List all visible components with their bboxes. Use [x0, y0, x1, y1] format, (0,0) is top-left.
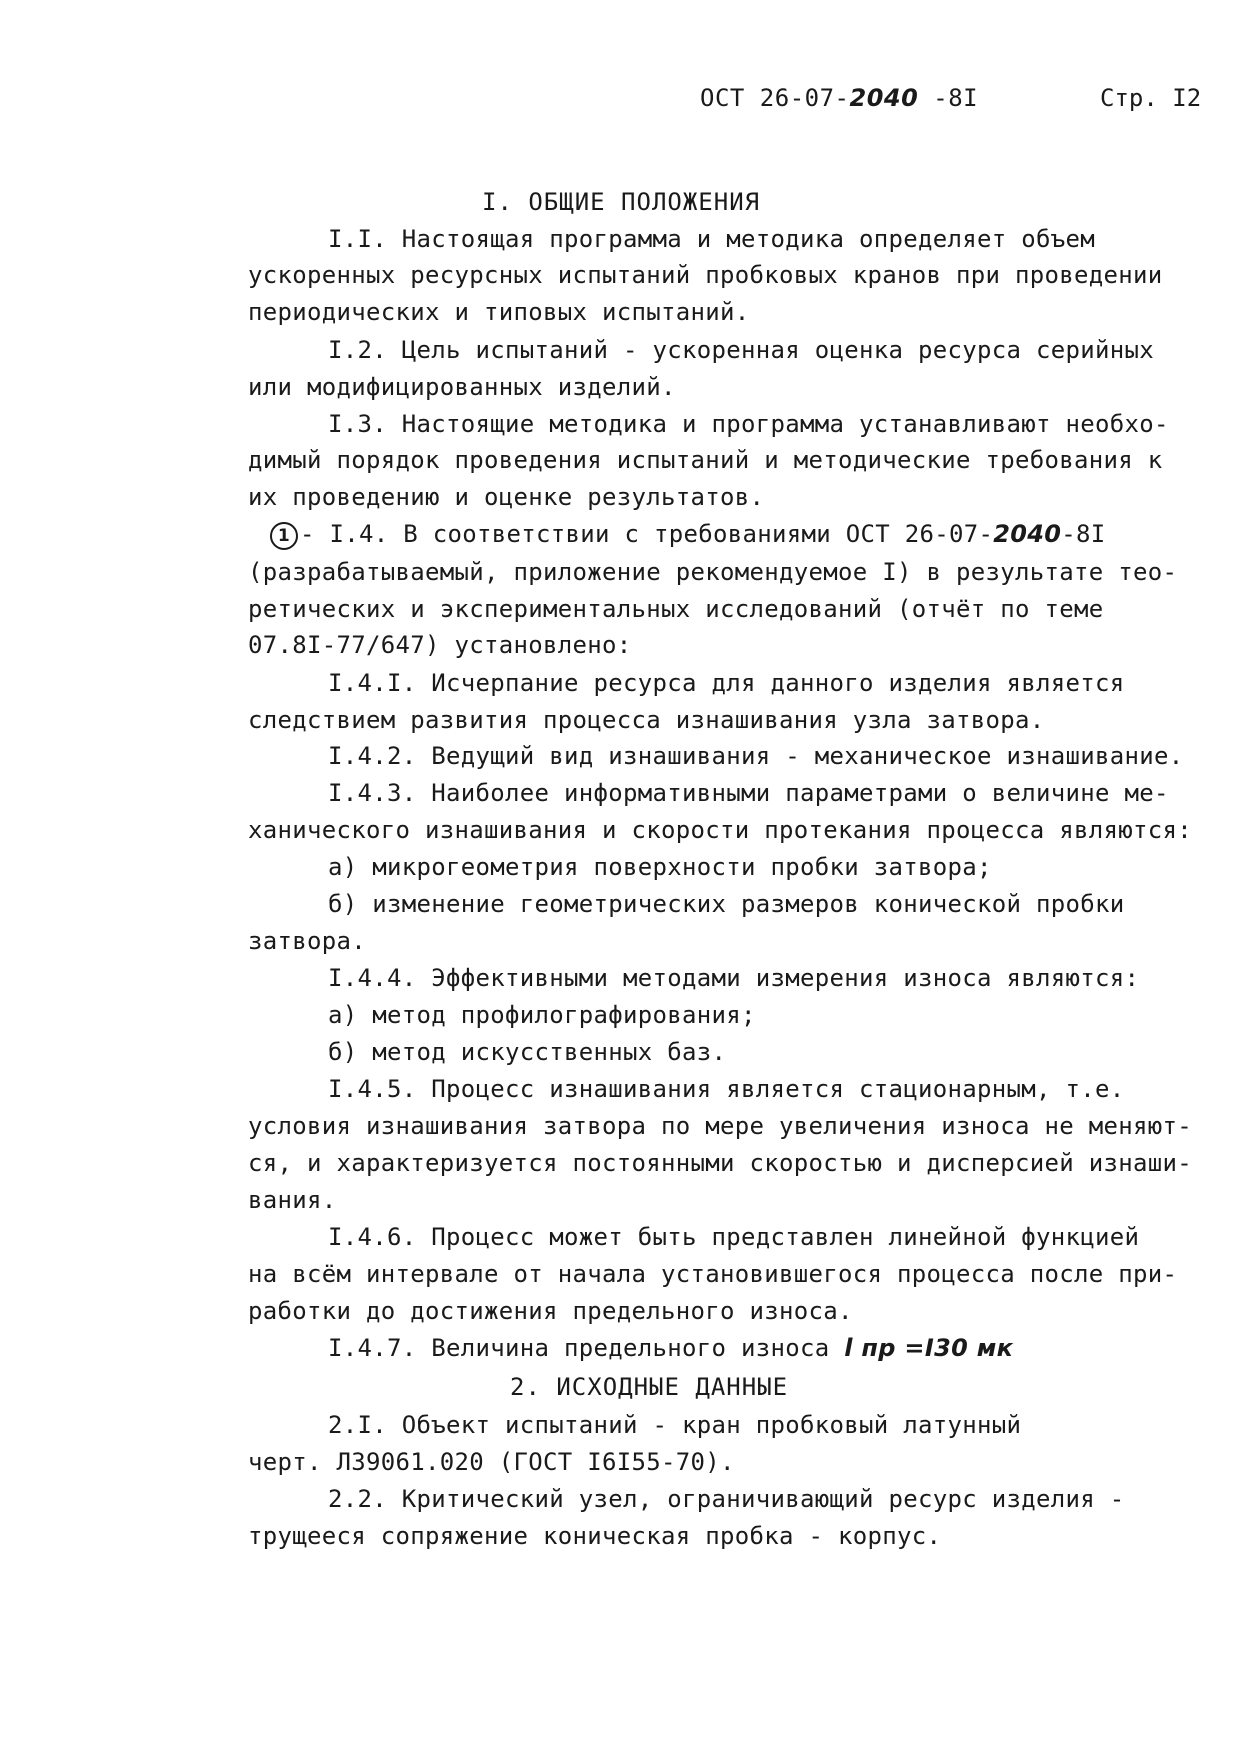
text-line: I.4.2. Ведущий вид изнашивания - механическое изнашивание. — [328, 742, 1184, 770]
text-line: I.4.I. Исчерпание ресурса для данного изделия является — [328, 669, 1125, 697]
text-line: I.4.3. Наиболее информативными параметрами о величине ме- — [328, 779, 1169, 807]
text-line: 2.I. Объект испытаний - кран пробковый латунный — [328, 1411, 1022, 1439]
text-line: работки до достижения предельного износа. — [248, 1297, 853, 1325]
text-line: 2.2. Критический узел, ограничивающий ресурс изделия - — [328, 1485, 1125, 1513]
paragraph-1-4-7-text: I.4.7. Величина предельного износа — [328, 1334, 845, 1362]
text-line: I.4.4. Эффективными методами измерения износа являются: — [328, 964, 1140, 992]
text-line: I.2. Цель испытаний - ускоренная оценка ресурса серийных — [328, 336, 1154, 364]
text-line: условия изнашивания затвора по мере увеличения износа не меняют- — [248, 1112, 1192, 1140]
text-line: следствием развития процесса изнашивания узла затвора. — [248, 706, 1045, 734]
paragraph-1-4-7 — [328, 1333, 1013, 1363]
text-line: I.4.6. Процесс может быть представлен линейной функцией — [328, 1223, 1140, 1251]
document-code-suffix: -8I — [918, 84, 979, 112]
paragraph-1-4-first-line — [270, 519, 1105, 550]
text-line: I.3. Настоящие методика и программа устанавливают необхо- — [328, 410, 1169, 438]
text-line: б) метод искусственных баз. — [328, 1038, 727, 1066]
revision-mark-dash: - — [300, 520, 315, 548]
paragraph-1-4-text-end: -8I — [1061, 520, 1106, 548]
text-line: димый порядок проведения испытаний и методические требования к — [248, 446, 1163, 474]
text-line: трущееся сопряжение коническая пробка - корпус. — [248, 1522, 942, 1550]
page-number: Стр. I2 — [1100, 84, 1202, 112]
text-line: периодических и типовых испытаний. — [248, 298, 750, 326]
text-line: б) изменение геометрических размеров конической пробки — [328, 890, 1125, 918]
text-line: затвора. — [248, 927, 366, 955]
section-heading: I. ОБЩИЕ ПОЛОЖЕНИЯ — [482, 188, 761, 216]
paragraph-1-4-code-handwritten: 2040 — [993, 520, 1062, 548]
text-line: ускоренных ресурсных испытаний пробковых кранов при проведении — [248, 261, 1163, 289]
document-code — [700, 84, 978, 112]
section-heading: 2. ИСХОДНЫЕ ДАННЫЕ — [510, 1373, 789, 1401]
text-line: I.I. Настоящая программа и методика определяет объем — [328, 225, 1095, 253]
text-line: (разрабатываемый, приложение рекомендуемое I) в результате тео- — [248, 558, 1178, 586]
text-line: ся, и характеризуется постоянными скоростью и дисперсией изнаши- — [248, 1149, 1192, 1177]
text-line: 07.8I-77/647) установлено: — [248, 631, 632, 659]
text-line: на всём интервале от начала установившегося процесса после при- — [248, 1260, 1178, 1288]
text-line: их проведению и оценке результатов. — [248, 483, 765, 511]
document-code-handwritten: 2040 — [849, 84, 919, 112]
text-line: I.4.5. Процесс изнашивания является стационарным, т.е. — [328, 1075, 1125, 1103]
text-line: ханического изнашивания и скорости протекания процесса являются: — [248, 816, 1192, 844]
text-line: черт. Л39061.020 (ГОСТ I6I55-70). — [248, 1448, 735, 1476]
text-line: или модифицированных изделий. — [248, 373, 676, 401]
wear-limit-formula: l пр =I30 мк — [844, 1334, 1014, 1362]
paragraph-1-4-text: I.4. В соответствии с требованиями ОСТ 26-07- — [314, 520, 994, 548]
text-line: а) метод профилографирования; — [328, 1001, 756, 1029]
revision-circle-mark: 1 — [270, 522, 298, 550]
text-line: а) микрогеометрия поверхности пробки затвора; — [328, 853, 992, 881]
text-line: вания. — [248, 1186, 337, 1214]
text-line: ретических и экспериментальных исследований (отчёт по теме — [248, 595, 1104, 623]
document-code-prefix: ОСТ 26-07- — [700, 84, 850, 112]
